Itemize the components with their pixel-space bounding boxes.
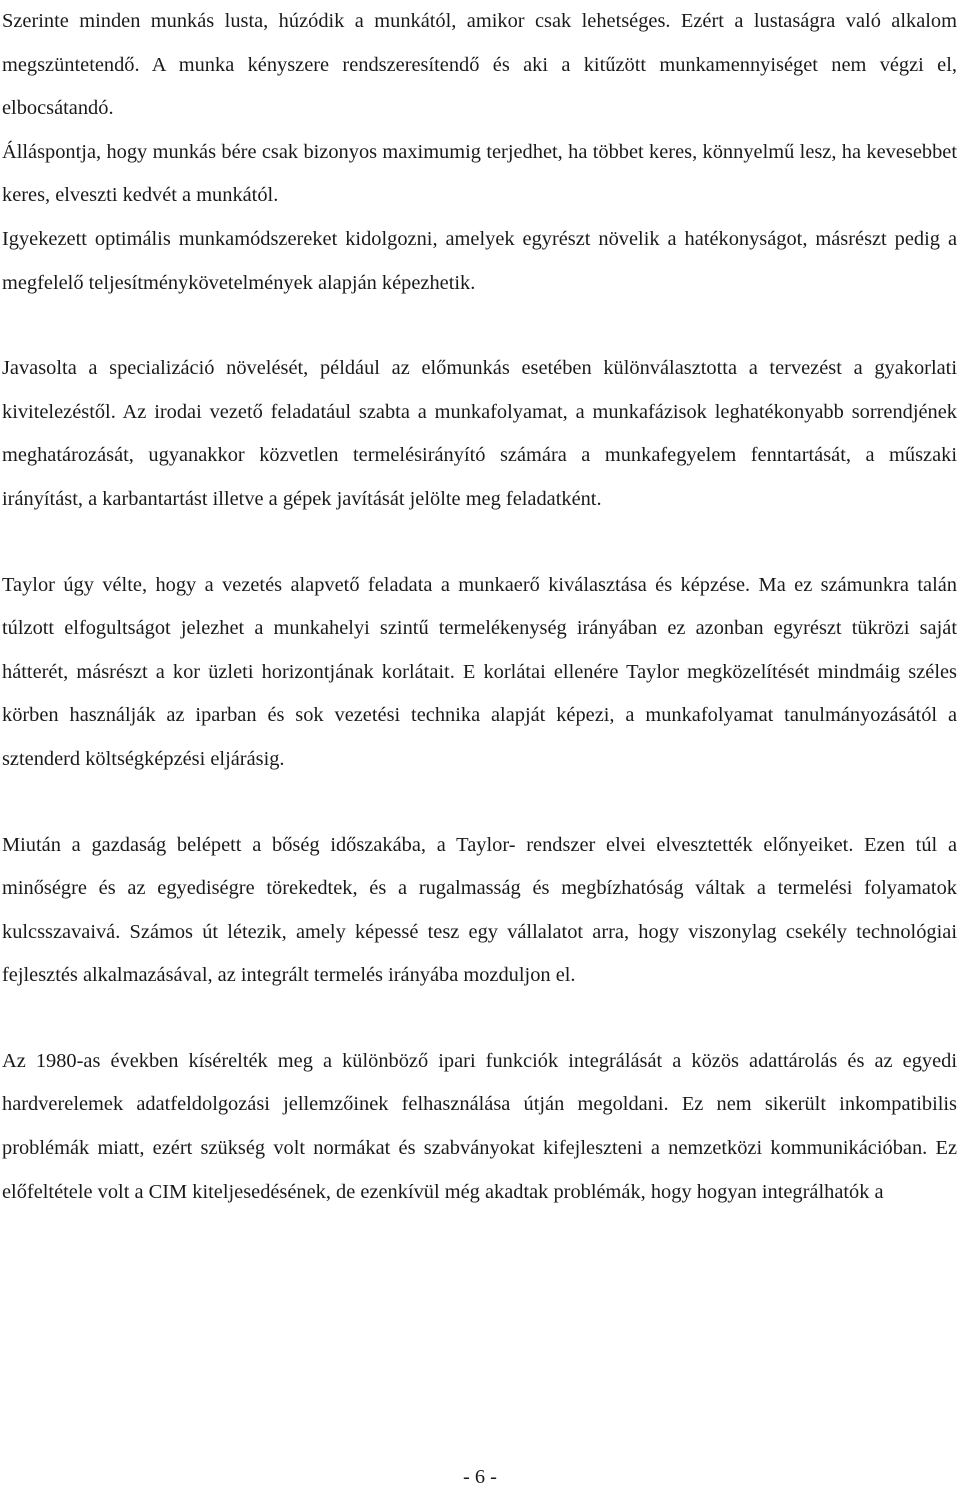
paragraph-abundance-era: Miután a gazdaság belépett a bőség időszakába, a Taylor- rendszer elvei elvesztették előnyeiket. Ezen túl a minőségre és az egyediségre törekedtek, és a rugalmasság és megbízhatóság váltak a termelési folyamatok kulcsszavaivá. Számos út létezik, amely képessé tesz egy vállalatot arra, hogy viszonylag csekély technológiai fejlesztés alkalmazásával, az integrált termelés irányába mozduljon el. xyxy=(2,833,957,987)
paragraph-1980s-integration: Az 1980-as években kísérelték meg a különböző ipari funkciók integrálását a közös adattárolás és az egyedi hardverelemek adatfeldolgozási jellemzőinek felhasználása útján megoldani. Ez nem sikerült inkompatibilis problémák miatt, ezért szükség volt normákat és szabványokat kifejleszteni a nemzetközi kommunikációban. Ez előfeltétele volt a CIM kiteljesedésének, de ezenkívül még akadtak problémák, hogy hogyan integrálhatók a xyxy=(2,1049,957,1203)
paragraph-taylor-view: Taylor úgy vélte, hogy a vezetés alapvető feladata a munkaerő kiválasztása és képzése. Ma ez számunkra talán túlzott elfogultságot jelezhet a munkahelyi szintű termelékenység irányában ez azonban egyrészt tükrözi saját hátterét, másrészt a kor üzleti horizontjának korlátait. E korlátai ellenére Taylor megközelítését mindmáig széles körben használják az iparban és sok vezetési technika alapját képezi, a munkafolyamat tanulmányozásától a sztenderd költségképzési eljárásig. xyxy=(2,573,957,770)
page-number: - 6 - xyxy=(463,1466,497,1488)
document-page xyxy=(2,0,957,1214)
paragraph-laziness: Szerinte minden munkás lusta, húzódik a munkától, amikor csak lehetséges. Ezért a lustaságra való alkalom megszüntetendő. A munka kényszere rendszeresítendő és aki a kitűzött munkamennyiséget nem végzi el, elbocsátandó. xyxy=(2,10,957,120)
paragraph-work-methods: Igyekezett optimális munkamódszereket kidolgozni, amelyek egyrészt növelik a hatékonyságot, másrészt pedig a megfelelő teljesítménykövetelmények alapján képezhetik. xyxy=(2,227,957,294)
paragraph-specialization: Javasolta a specializáció növelését, például az előmunkás esetében különválasztotta a tervezést a gyakorlati kivitelezéstől. Az irodai vezető feladatául szabta a munkafolyamat, a munkafázisok leghatékonyabb sorrendjének meghatározását, ugyanakkor közvetlen termelésirányító számára a munkafegyelem fenntartását, a műszaki irányítást, a karbantartást illetve a gépek javítását jelölte meg feladatként. xyxy=(2,357,957,510)
paragraph-wage-limit: Álláspontja, hogy munkás bére csak bizonyos maximumig terjedhet, ha többet keres, könnyelmű lesz, ha kevesebbet keres, elveszti kedvét a munkától. xyxy=(2,140,957,207)
